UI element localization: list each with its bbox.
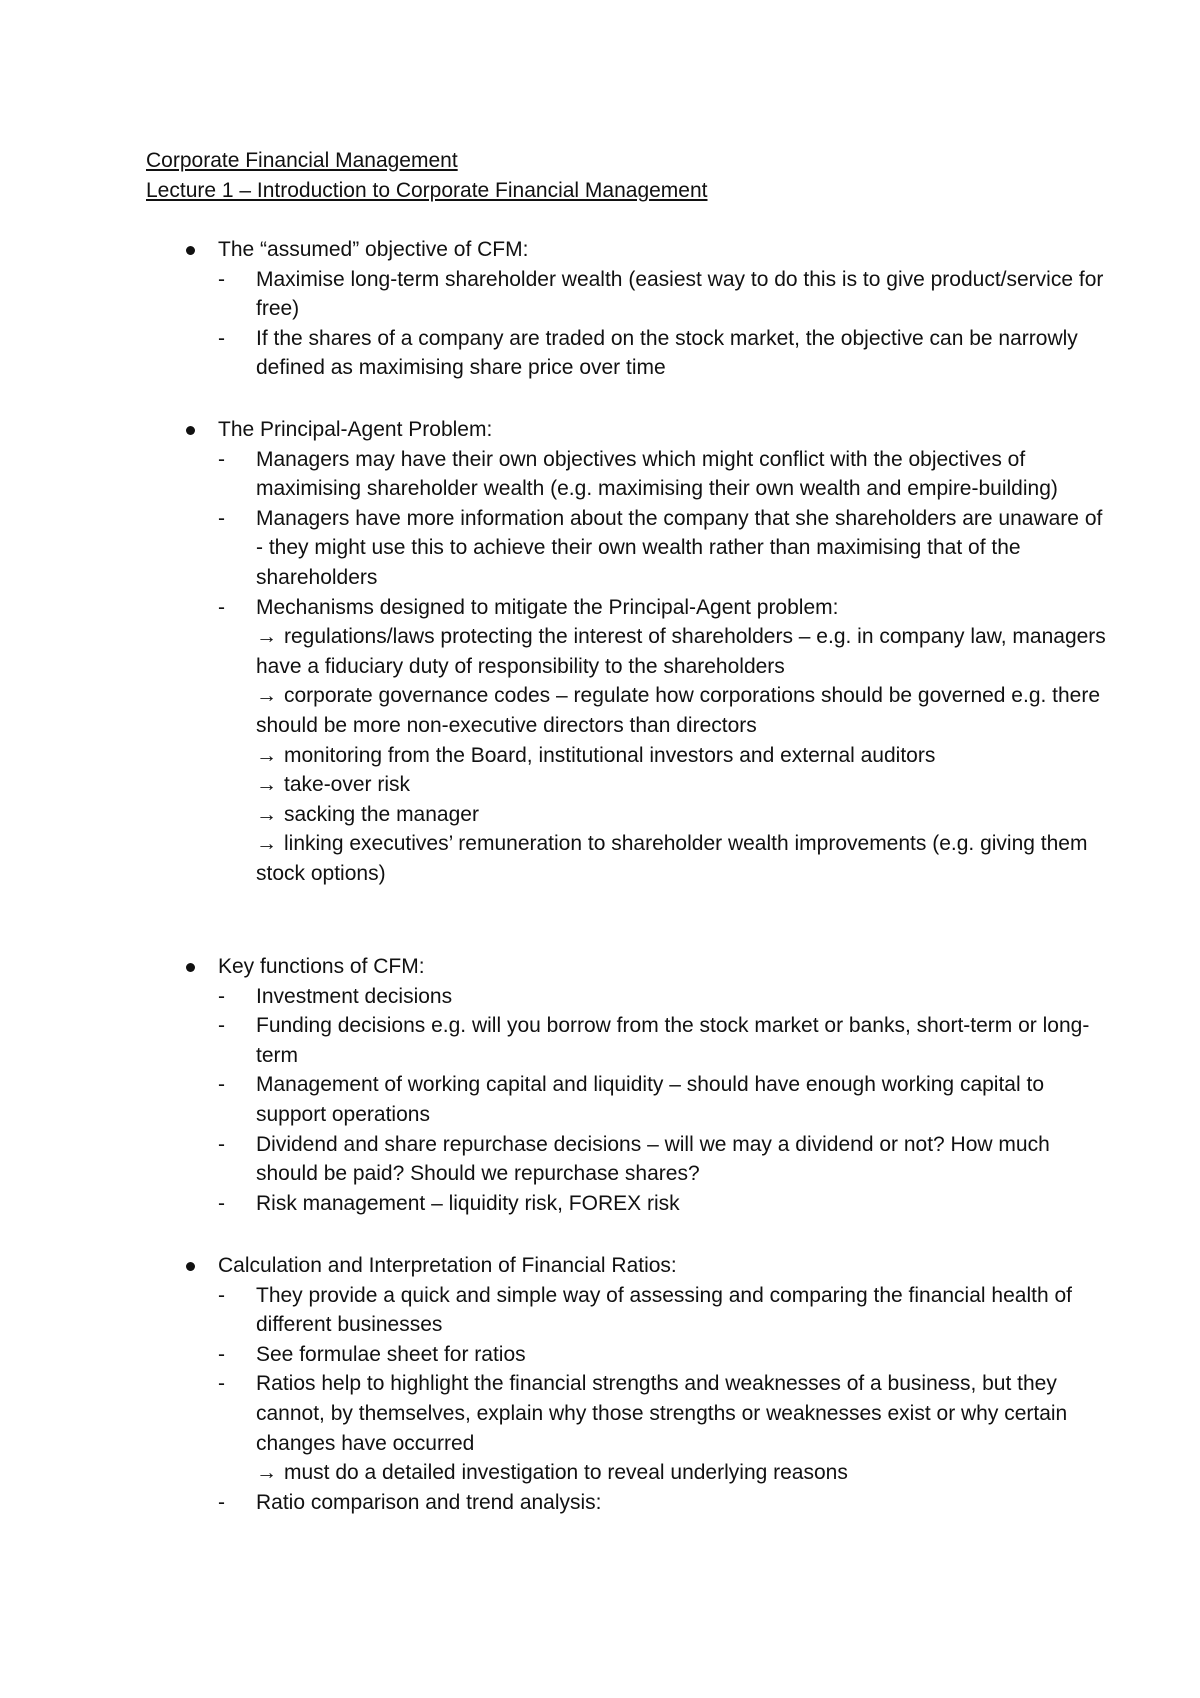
bullet-icon xyxy=(186,426,195,435)
item-text: Managers have more information about the company that she shareholders are unaware of - they might use this to achieve their own wealth rather than maximising that of the shareholders xyxy=(256,506,1103,589)
heading-text: Key functions of CFM: xyxy=(218,955,425,978)
item-text: Mechanisms designed to mitigate the Principal-Agent problem: xyxy=(256,595,839,619)
item-text: Dividend and share repurchase decisions – will we may a dividend or not? How much should be paid? Should we repurchase shares? xyxy=(256,1132,1050,1186)
list-item xyxy=(146,324,1106,383)
item-text: Risk management – liquidity risk, FOREX risk xyxy=(256,1191,680,1215)
sub-item xyxy=(256,770,1106,800)
sub-item-text: monitoring from the Board, institutional investors and external auditors xyxy=(284,743,936,767)
sub-item xyxy=(256,741,1106,771)
item-text: Ratio comparison and trend analysis: xyxy=(256,1490,602,1514)
heading-text: The Principal-Agent Problem: xyxy=(218,418,493,441)
arrow-right-icon: → xyxy=(256,832,277,856)
section-objective xyxy=(146,235,1106,383)
list-item xyxy=(146,1369,1106,1487)
list-item xyxy=(146,1070,1106,1129)
list-item xyxy=(146,1189,1106,1219)
item-text: Funding decisions e.g. will you borrow from the stock market or banks, short-term or long-term xyxy=(256,1014,1090,1067)
dash-icon: - xyxy=(218,1283,225,1307)
sub-item xyxy=(256,800,1106,830)
section-financial-ratios xyxy=(146,1251,1106,1517)
section-heading xyxy=(146,235,1106,265)
item-text: Managers may have their own objectives which might conflict with the objectives of maximising shareholder wealth (e.g. maximising their own wealth and empire-building) xyxy=(256,447,1058,501)
bullet-icon xyxy=(186,246,195,255)
arrow-right-icon: → xyxy=(256,1461,277,1485)
sub-item-text: regulations/laws protecting the interest of shareholders – e.g. in company law, managers have a fiduciary duty of responsibility to the shareholders xyxy=(256,625,1106,678)
dash-icon: - xyxy=(218,267,225,291)
item-text: Maximise long-term shareholder wealth (easiest way to do this is to give product/service for free) xyxy=(256,267,1104,321)
sub-item xyxy=(256,681,1106,740)
bullet-icon xyxy=(186,1262,195,1271)
arrow-right-icon: → xyxy=(256,743,277,767)
dash-icon: - xyxy=(218,595,225,619)
sub-item xyxy=(256,622,1106,681)
list-item xyxy=(146,1488,1106,1518)
list-item xyxy=(146,1281,1106,1340)
list-item xyxy=(146,265,1106,324)
list-item xyxy=(146,1011,1106,1070)
dash-icon: - xyxy=(218,984,225,1008)
dash-icon: - xyxy=(218,1073,225,1097)
sub-item-text: take-over risk xyxy=(284,773,411,797)
list-item xyxy=(146,1340,1106,1370)
sub-item xyxy=(256,1458,1106,1488)
dash-icon: - xyxy=(218,506,225,530)
item-text: Investment decisions xyxy=(256,984,453,1008)
list-item xyxy=(146,982,1106,1012)
sub-item-text: must do a detailed investigation to reveal underlying reasons xyxy=(284,1461,848,1485)
arrow-right-icon: → xyxy=(256,684,277,708)
sub-item xyxy=(256,829,1106,888)
dash-icon: - xyxy=(218,326,225,350)
arrow-right-icon: → xyxy=(256,625,277,649)
sub-item-text: linking executives’ remuneration to shareholder wealth improvements (e.g. giving them stock options) xyxy=(256,832,1088,885)
section-heading xyxy=(146,952,1106,982)
list-item xyxy=(146,1130,1106,1189)
dash-icon: - xyxy=(218,447,225,471)
item-text: They provide a quick and simple way of assessing and comparing the financial health of different businesses xyxy=(256,1283,1072,1337)
heading-text: The “assumed” objective of CFM: xyxy=(218,238,529,261)
section-principal-agent xyxy=(146,415,1106,889)
heading-text: Calculation and Interpretation of Financial Ratios: xyxy=(218,1254,677,1277)
arrow-right-icon: → xyxy=(256,773,277,797)
document-title: Corporate Financial Management xyxy=(146,149,458,172)
list-item xyxy=(146,593,1106,889)
dash-icon: - xyxy=(218,1372,225,1396)
item-text: See formulae sheet for ratios xyxy=(256,1342,526,1366)
item-text: If the shares of a company are traded on the stock market, the objective can be narrowly defined as maximising share price over time xyxy=(256,326,1078,380)
dash-icon: - xyxy=(218,1014,225,1038)
dash-icon: - xyxy=(218,1132,225,1156)
item-text: Management of working capital and liquidity – should have enough working capital to support operations xyxy=(256,1073,1044,1126)
item-text: Ratios help to highlight the financial strengths and weaknesses of a business, but they cannot, by themselves, explain why those strengths or weaknesses exist or why certain changes have occurred xyxy=(256,1372,1068,1455)
bullet-icon xyxy=(186,963,195,972)
dash-icon: - xyxy=(218,1191,225,1215)
section-key-functions xyxy=(146,952,1106,1218)
sub-item-text: corporate governance codes – regulate how corporations should be governed e.g. there should be more non-executive directors than directors xyxy=(256,684,1101,737)
dash-icon: - xyxy=(218,1342,225,1366)
sub-item-text: sacking the manager xyxy=(284,802,479,826)
dash-icon: - xyxy=(218,1490,225,1514)
list-item xyxy=(146,445,1106,504)
list-item xyxy=(146,504,1106,593)
section-heading xyxy=(146,415,1106,445)
section-heading xyxy=(146,1251,1106,1281)
arrow-right-icon: → xyxy=(256,802,277,826)
lecture-title: Lecture 1 – Introduction to Corporate Financial Management xyxy=(146,179,708,202)
